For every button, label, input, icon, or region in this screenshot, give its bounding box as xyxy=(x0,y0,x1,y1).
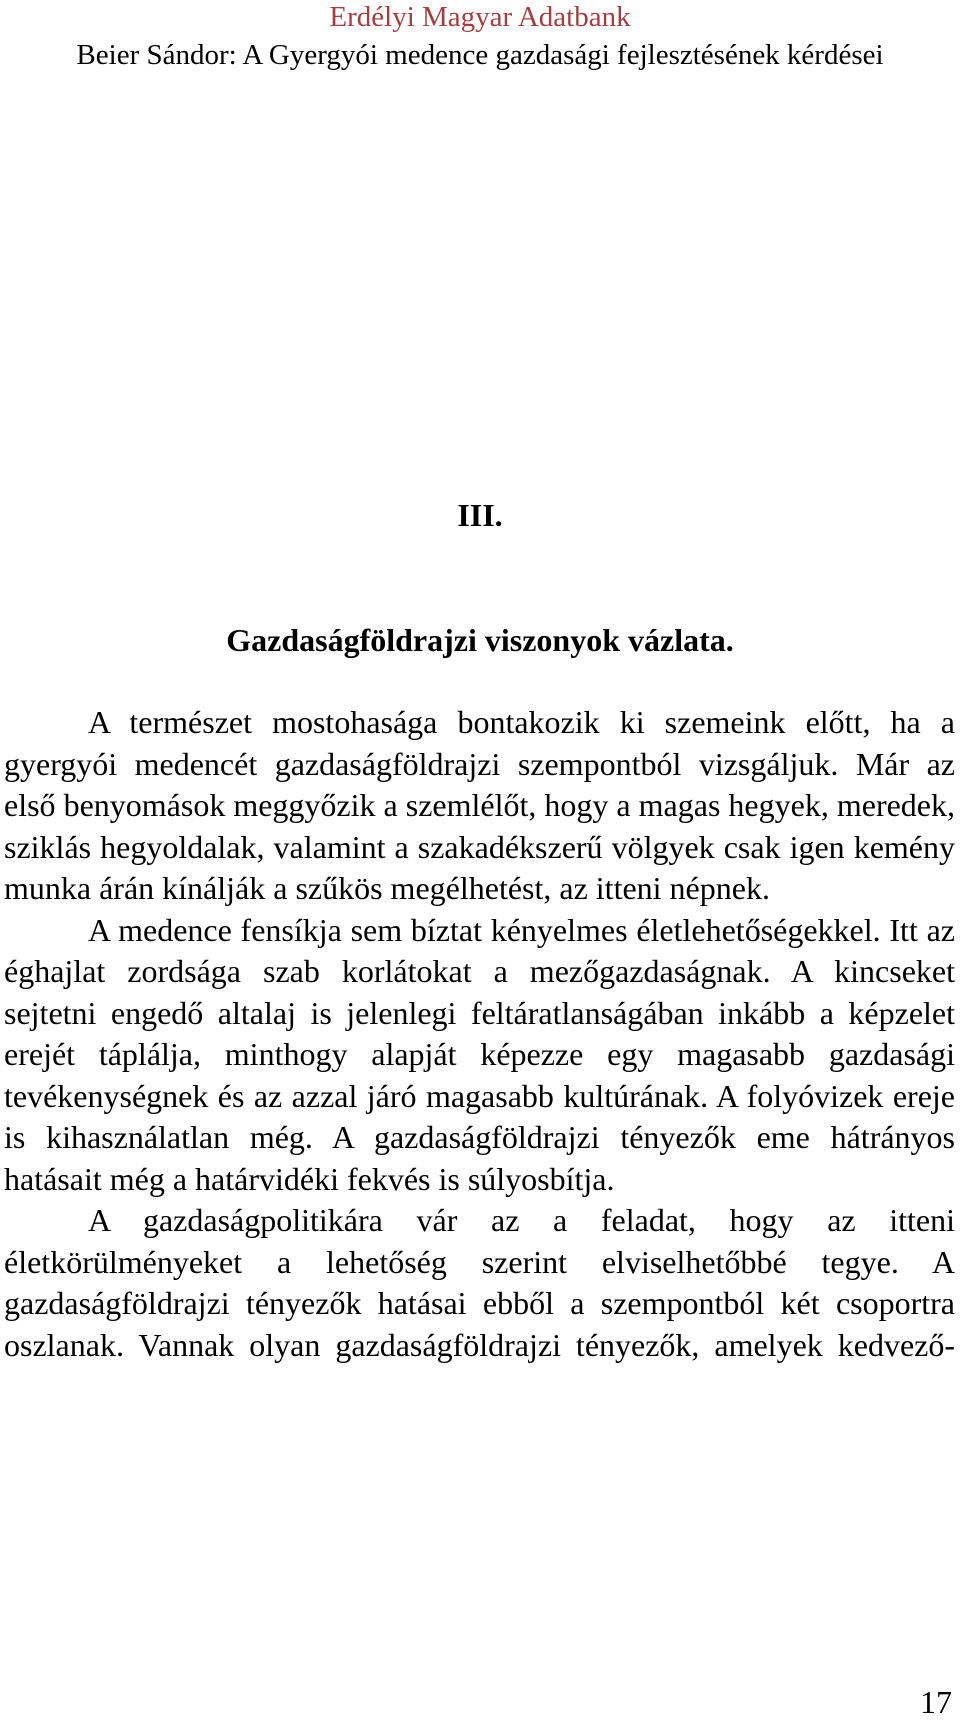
page-number: 17 xyxy=(920,1684,952,1720)
paragraph: A természet mostohasága bontakozik ki szemeink előtt, ha a gyergyói medencét gazdaságföldrajzi szempontból vizsgáljuk. Már az első benyomások meggyőzik a szemlélőt, hogy a magas hegyek, meredek, sziklás hegyoldalak, valamint a szakadékszerű völgyek csak igen kemény munka árán kínálják a szűkös megélhetést, az itteni népnek. xyxy=(4,704,955,906)
chapter-number: III. xyxy=(457,497,503,533)
body-text xyxy=(4,702,955,1366)
document-title: Beier Sándor: A Gyergyói medence gazdasági fejlesztésének kérdései xyxy=(76,39,884,71)
paragraph: A medence fensíkja sem bíztat kényelmes életlehetőségekkel. Itt az éghajlat zordsága szab korlátokat a mezőgazdaságnak. A kincseket sejtetni engedő altalaj is jelenlegi feltáratlanságában inkább a képzelet erejét táplálja, minthogy alapját képezze egy magasabb gazdasági tevékenységnek és az azzal járó magasabb kultúrának. A folyóvizek ereje is kihasználatlan még. A gazdaságföldrajzi tényezők eme hátrányos hatásait még a határvidéki fekvés is súlyosbítja. xyxy=(4,911,955,1197)
site-title: Erdélyi Magyar Adatbank xyxy=(329,1,631,33)
paragraph: A gazdaságpolitikára vár az a feladat, hogy az itteni életkörülményeket a lehetőség szerint elviselhetőbbé tegye. A gazdaságföldrajzi tényezők hatásai ebből a szempontból két csoportra oszlanak. Vannak olyan gazdaságföldrajzi tényezők, amelyek kedvező- xyxy=(4,1202,955,1363)
chapter-title: Gazdaságföldrajzi viszonyok vázlata. xyxy=(226,622,734,658)
